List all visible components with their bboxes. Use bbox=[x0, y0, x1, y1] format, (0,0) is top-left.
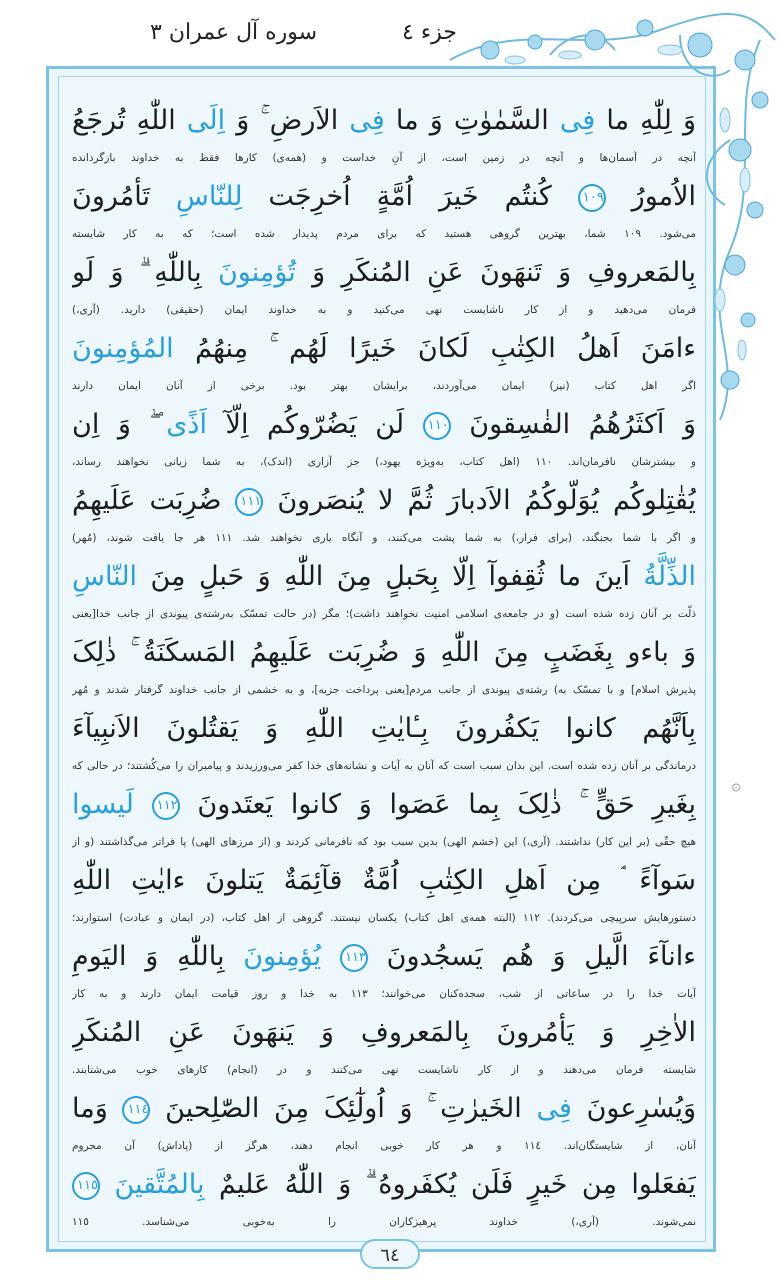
translation-line: می‌شود. ١٠٩ شما، بهترین گروهی هستید که برای مردم پدیدار شده است؛ که به کار شایسته bbox=[72, 228, 696, 240]
highlighted-word: فِی bbox=[559, 105, 596, 136]
verse-text: اللّٰهِ تُرجَعُ bbox=[72, 105, 187, 136]
highlighted-word: المُؤمِنونَ bbox=[72, 333, 174, 364]
verse-line bbox=[72, 1160, 696, 1210]
translation-line: و بیشترشان نافرمان‌اند. ١١٠ (اهل کتاب، به‌ویژه یهود،) جز آزاری (اندک)، به شما زیانی نخواهند رساند، bbox=[72, 456, 696, 468]
highlighted-word: لِلنّاسِ bbox=[175, 181, 243, 212]
verse-text: وَ اَکثَرُهُمُ الفٰسِقونَ bbox=[450, 409, 696, 440]
verse-text: وَ لِلّٰهِ ما bbox=[595, 105, 696, 136]
translation-line: ذلّت بر آنان زده شده است (و در جامعه‌ی اسلامی امنیت نخواهند داشت)؛ مگر (در حالت تمسّک به‌رشته‌ی پیوندی از جانب خدا[یعنی bbox=[72, 608, 696, 620]
verse-text bbox=[100, 1169, 114, 1200]
verse-text: سَوآءً ۘ مِن اَهلِ الکِتٰبِ اُمَّةٌ قآئِمَةٌ یَتلونَ ءایٰتِ اللّٰهِ bbox=[72, 865, 696, 896]
verse-line bbox=[72, 856, 696, 906]
verse-line bbox=[72, 476, 696, 526]
translation-line: آنچه در آسمان‌ها و آنچه در زمین است، از آنِ خداست و (همه‌ی) کارها فقط به خداوند بازگردانده bbox=[72, 152, 696, 164]
translation-line: پذیرش اسلام] و با تمسّک به) رشته‌ی پیوندی از جانب مردم[یعنی پرداخت جزیه]، و به خشمی از جانب خداوند گرفتار شدند و مُهر bbox=[72, 684, 696, 696]
highlighted-word: فِی bbox=[349, 105, 385, 136]
page-number: ٦٤ bbox=[360, 1239, 420, 1269]
translation-line: و اگر با شما بجنگند، (برای فرار،) به شما پشت می‌کنند، و آنگاه یاری نخواهند شد. ١١١ هر جا یافت شوند، (مُهر) bbox=[72, 532, 696, 544]
translation-line: نمی‌شوند. (آری،) خداوند پرهیزکاران را به‌خوبی می‌شناسد. ١١٥ bbox=[72, 1216, 696, 1228]
verse-number-icon: ١١٣ bbox=[340, 944, 368, 972]
verse-text: بِاَنَّهُم کانوا یَکفُرونَ بِـٔایٰتِ اللّٰهِ وَ یَقتُلونَ الاَنبِیآءَ bbox=[72, 713, 696, 744]
highlighted-word: اَذًی bbox=[166, 409, 207, 440]
verse-text: بِاللّٰهِ وَ اليَومِ bbox=[72, 941, 244, 972]
verse-line bbox=[72, 552, 696, 602]
verse-text: بِالمَعروفِ وَ تَنهَونَ عَنِ المُنکَرِ وَ bbox=[295, 257, 696, 288]
verse-text: یَفعَلوا مِن خَیرٍ فَلَن یُکفَروهُ ۗ وَ اللّٰهُ عَلیمٌ bbox=[204, 1169, 696, 1200]
surah-label: سوره آل عمران ٣ bbox=[150, 20, 318, 45]
highlighted-word: النّاسِ bbox=[72, 561, 138, 592]
hizb-marker: ۞ bbox=[731, 775, 741, 794]
verse-number-icon: ١١٤ bbox=[122, 1096, 150, 1124]
verse-text: اَینَ ما ثُقِفوآ اِلّا بِحَبلٍ مِنَ اللّٰهِ وَ حَبلٍ مِنَ bbox=[137, 561, 644, 592]
verse-number-icon: ١١٢ bbox=[152, 792, 180, 820]
juz-label: جزء ٤ bbox=[402, 20, 457, 45]
verse-line bbox=[72, 172, 696, 222]
verse-text: السَّمٰوٰتِ وَ ما bbox=[384, 105, 560, 136]
verse-line bbox=[72, 1084, 696, 1134]
verse-text: بِاللّٰهِ ۗ وَ لَو bbox=[72, 257, 218, 288]
verse-text: بِغَیرِ حَقٍّ ۚ ذٰلِکَ بِما عَصَوا وَ کانوا یَعتَدونَ bbox=[179, 789, 696, 820]
verse-text: ءانآءَ الَّیلِ وَ هُم یَسجُدونَ bbox=[367, 941, 696, 972]
verse-line bbox=[72, 400, 696, 450]
quran-text-block bbox=[72, 96, 696, 1246]
verse-text: ءامَنَ اَهلُ الکِتٰبِ لَکانَ خَیرًا لَهُم ۚ مِنهُمُ bbox=[173, 333, 696, 364]
verse-number-icon: ١١١ bbox=[235, 488, 263, 516]
highlighted-word: فِی bbox=[536, 1093, 572, 1124]
highlighted-word: بِالمُتَّقینَ bbox=[114, 1169, 205, 1200]
verse-text: یُقٰتِلوکُم یُوَلّوکُمُ الاَدبارَ ثُمَّ لا یُنصَرونَ bbox=[263, 485, 696, 516]
translation-line: فرمان می‌دهید و از کار ناشایست نهی می‌کنید و به خداوند ایمان (حقیقی) دارید. (آری،) bbox=[72, 304, 696, 316]
verse-text bbox=[321, 941, 340, 972]
verse-text: وَما bbox=[72, 1093, 123, 1124]
verse-line bbox=[72, 704, 696, 754]
verse-line bbox=[72, 780, 696, 830]
verse-line bbox=[72, 324, 696, 374]
verse-text: الاٰخِرِ وَ یَأمُرونَ بِالمَعروفِ وَ یَنهَونَ عَنِ المُنکَرِ bbox=[72, 1017, 696, 1048]
verse-text: تَأمُرونَ bbox=[72, 181, 176, 212]
verse-text: وَیُسٰرِعونَ bbox=[571, 1093, 696, 1124]
translation-line: آیات خدا را در ساعاتی از شب، سجده‌کنان می‌خوانند؛ ١١٣ به خدا و روز قیامت ایمان دارند و به کار bbox=[72, 988, 696, 1000]
verse-number-icon: ١١٥ bbox=[72, 1172, 100, 1200]
verse-text: ضُرِبَت عَلَیهِمُ bbox=[72, 485, 236, 516]
verse-number-icon: ١١٠ bbox=[423, 412, 451, 440]
verse-text: الاَرضِ ۚ وَ bbox=[225, 105, 350, 136]
verse-line bbox=[72, 1008, 696, 1058]
verse-number-icon: ١٠٩ bbox=[578, 184, 606, 212]
verse-line bbox=[72, 248, 696, 298]
verse-text: الخَیرٰتِ ۚ وَ اُولٰٓئِکَ مِنَ الصّٰلِحینَ bbox=[150, 1093, 537, 1124]
translation-line: آنان، از شایستگان‌اند. ١١٤ و هر کار خوبی انجام دهند، هرگز از (پاداش) آن محروم bbox=[72, 1140, 696, 1152]
verse-text: الاُمورُ bbox=[605, 181, 696, 212]
verse-text: لَن یَضُرّوکُم اِلّآ bbox=[206, 409, 423, 440]
translation-line: درماندگی بر آنان زده شده است. این بدان سبب است که آنان به آیات و نشانه‌های خدا کفر می‌ورزیدند و پیامبران را می‌کُشتند؛ در حالی که bbox=[72, 760, 696, 772]
highlighted-word: یُؤمِنونَ bbox=[243, 941, 322, 972]
verse-line bbox=[72, 96, 696, 146]
verse-line bbox=[72, 628, 696, 678]
verse-text: وَ باءو بِغَضَبٍ مِنَ اللّٰهِ وَ ضُرِبَت عَلَیهِمُ المَسکَنَةُ ۚ ذٰلِکَ bbox=[72, 637, 696, 668]
translation-line: اگر اهل کتاب (نیز) ایمان می‌آوردند، برایشان بهتر بود. برخی از آنان ایمان دارند bbox=[72, 380, 696, 392]
translation-line: هیچ حقّی (بر این کار) نداشتند. (آری،) این (خشم الهی) بدین سبب بود که نافرمانی کردند و (از مرزهای الهی) پا فراتر می‌گذاشتند (و از bbox=[72, 836, 696, 848]
highlighted-word: اِلَی bbox=[186, 105, 226, 136]
translation-line: دستورهایش سرپیچی می‌کردند). ١١٢ (البته همه‌ی اهل کتاب) یکسان نیستند. گروهی از اهل کتاب، (در ایمان و عبادت) استوارند؛ bbox=[72, 912, 696, 924]
page-header bbox=[0, 0, 781, 62]
verse-text: ۖ وَ اِن bbox=[72, 409, 167, 440]
verse-text: کُنتُم خَیرَ اُمَّةٍ اُخرِجَت bbox=[242, 181, 578, 212]
highlighted-word: الذِّلَّةُ bbox=[643, 561, 696, 592]
highlighted-word: لَیسوا bbox=[72, 789, 152, 820]
highlighted-word: تُؤمِنونَ bbox=[217, 257, 296, 288]
verse-line bbox=[72, 932, 696, 982]
translation-line: شایسته فرمان می‌دهند و از کار ناشایست نهی می‌کنند و در (انجام) کارهای خوب می‌شتابند. bbox=[72, 1064, 696, 1076]
